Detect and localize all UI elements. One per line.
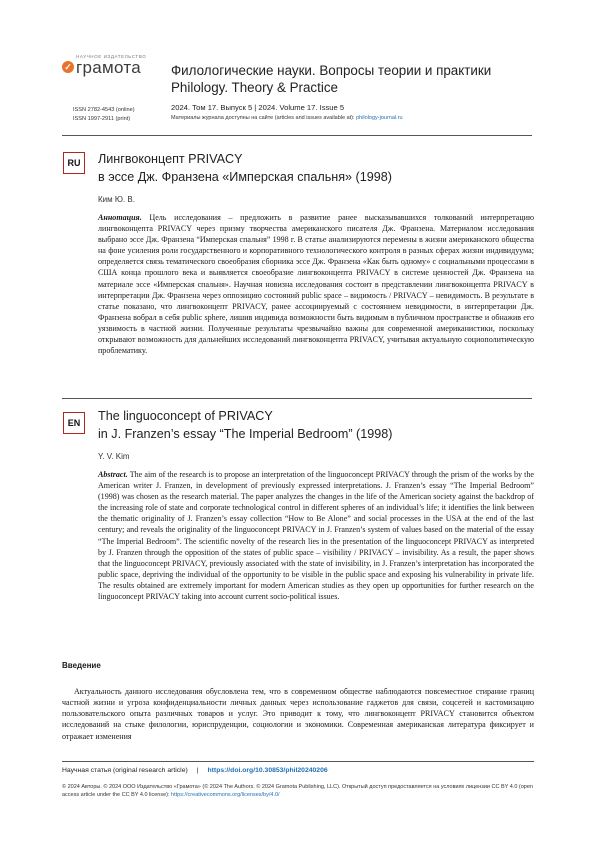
abstract-ru-text: Цель исследования – предложить в развитие ранее высказывавшихся толкований интерпретацию лингвоконцепта PRIVACY через призму творчества американского писателя Дж. Франзена. Материалом исследования выбрано эссе Дж. Франзена “Имперская спальня” 1998 г. В статье анализируются перемены в жизни американского общества на фоне усиления роли государственного и корпоративного технологического контроля в разных сферах жизни индивидуума; определяется связь тематического своеобразия сборника эссе Дж. Франзена «Как быть одному» с социальными процессами в США конца прошлого века и выявляется своеобразие лингвоконцепта PRIVACY в системе ценностей Дж. Франзена на материале эссе «Имперская спальня». Научная новизна исследования состоит в представлении лингвоконцепта PRIVACY в интерпретации Дж. Франзена через оппозицию состояний public space – видимость / PRIVACY – невидимость. В результате в статье показано, что лингвоконцепт PRIVACY, ранее ассоциируемый с состоянием невидимости, в интерпретации Дж. Франзена вобрал в себя public sphere, лишив индивида возможности быть видимым в публичном пространстве и обнажив его уязвимость в частной жизни. Полученные результаты чрезвычайно важны для современной американистики, поскольку открывают возможность для дальнейших исследований лингвоконцепта PRIVACY, учитывая актуальную социополитическую проблематику. <box>98 213 534 356</box>
lang-badge-ru: RU <box>63 152 85 174</box>
abstract-en <box>98 469 534 602</box>
journal-site-link[interactable]: philology-journal.ru <box>356 115 403 121</box>
article-title-ru-line1: Лингвоконцепт PRIVACY <box>98 152 243 166</box>
header-divider <box>62 135 532 136</box>
section-divider <box>62 398 532 399</box>
doi-link[interactable]: https://doi.org/10.30853/phil20240206 <box>207 767 328 774</box>
issn-online: ISSN 2782-4543 (online) <box>73 107 135 113</box>
intro-heading: Введение <box>62 661 101 670</box>
footer-line <box>62 767 328 774</box>
volume-line: 2024. Том 17. Выпуск 5 | 2024. Volume 17. Issue 5 <box>171 103 345 112</box>
article-title-en <box>98 407 392 443</box>
article-title-en-line2: in J. Franzen’s essay “The Imperial Bedroom” (1998) <box>98 427 393 441</box>
abstract-ru <box>98 212 534 356</box>
lang-badge-en: EN <box>63 412 85 434</box>
article-type: Научная статья (original research article) <box>62 767 188 774</box>
abstract-en-label: Abstract. <box>98 470 128 479</box>
footer-divider <box>62 761 534 762</box>
author-en: Y. V. Kim <box>98 452 130 461</box>
license-notice <box>62 783 534 799</box>
license-text: © 2024 Авторы. © 2024 ООО Издательство «Грамота» (© 2024 The Authors. © 2024 Gramota Publishing, LLC). Открытый доступ предоставляется на условиях лицензии CC BY 4.0 (open access article under the CC BY 4.0 license): <box>62 784 533 799</box>
availability-text: Материалы журнала доступны на сайте (articles and issues available at): <box>171 115 357 121</box>
logo-tagline: НАУЧНОЕ ИЗДАТЕЛЬСТВО <box>76 54 147 59</box>
intro-paragraph: Актуальность данного исследования обусловлена тем, что в современном обществе наблюдаются повсеместное стирание границ частной жизни и угроза конфиденциальности личных данных через использование гаджетов для связи, соцсетей и кастомизацию пользовательского опыта различных товаров и услуг. Это приводит к тому, что лингвоконцепт PRIVACY становится объектом исследований на стыке филологии, юриспруденции, социологии и экономики. Современная американская литература фиксирует и отражает изменения <box>62 687 534 741</box>
abstract-ru-label: Аннотация. <box>98 213 142 222</box>
logo-wordmark: грамота <box>76 58 142 77</box>
article-title-en-line1: The linguoconcept of PRIVACY <box>98 409 273 423</box>
abstract-en-text: The aim of the research is to propose an interpretation of the linguoconcept PRIVACY through the prism of the works by the American writer J. Franzen, in development of previously expressed interpretations. J. Franzen’s essay “The Imperial Bedroom” (1998) was chosen as the research material. The paper analyzes the changes in the life of the American society against the backdrop of the increasing role of state and corporate technological control in different spheres of an individual’s life; it identifies the link between the thematic originality of J. Franzen’s essay collection “How to Be Alone” and social processes in the USA at the end of the last century; and reveals the originality of the linguoconcept PRIVACY in J. Franzen’s system of values based on the material of the essay “The Imperial Bedroom”. The scientific novelty of the research lies in the presentation of the linguoconcept PRIVACY as interpreted by J. Franzen through the opposition of the states of public space – visibility / PRIVACY – invisibility. As a result, the paper shows that the linguoconcept PRIVACY, previously associated with the state of invisibility, in J. Franzen’s interpretation has incorporated the public space, depriving the individual of the opportunity to be visible in the public space and exposing his vulnerability in private life. The results obtained are extremely important for modern American studies as they open up opportunities for further research on the linguoconcept PRIVACY taking into account current socio-political issues. <box>98 470 534 602</box>
article-title-ru-line2: в эссе Дж. Франзена «Имперская спальня» (1998) <box>98 170 392 184</box>
journal-title-en: Philology. Theory & Practice <box>171 80 338 95</box>
issn-block <box>73 106 135 123</box>
article-title-ru <box>98 150 392 186</box>
availability-line <box>171 115 403 121</box>
footer-separator: | <box>196 767 199 774</box>
issn-print: ISSN 1997-2911 (print) <box>73 115 131 122</box>
author-ru: Ким Ю. В. <box>98 195 135 204</box>
publisher-logo <box>62 54 154 82</box>
license-link[interactable]: https://creativecommons.org/licenses/by/4.0/ <box>171 792 280 799</box>
logo-mark-icon: ✓ <box>62 61 74 73</box>
journal-title-ru: Филологические науки. Вопросы теории и практики <box>171 63 492 78</box>
journal-title <box>171 62 491 96</box>
